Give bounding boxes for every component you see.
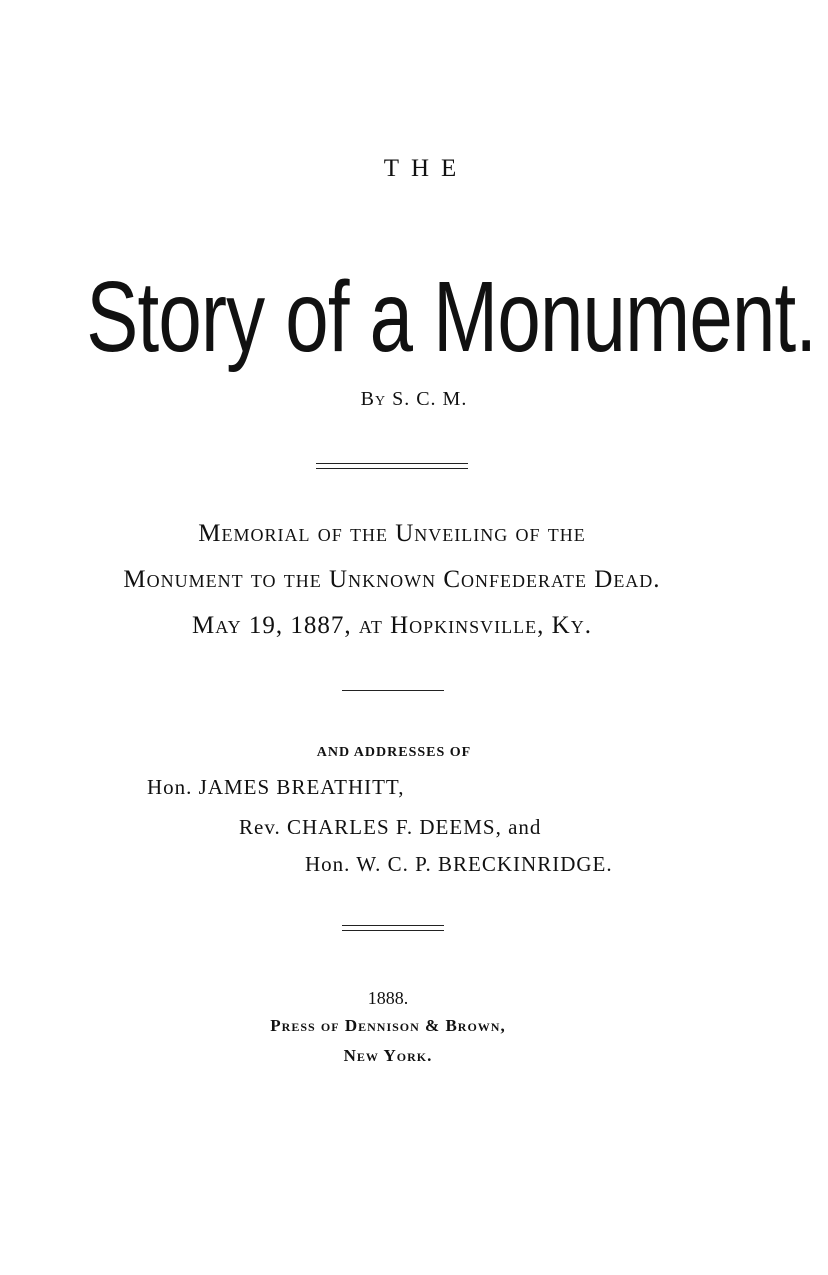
memorial-line-1: Memorial of the Unveiling of the: [198, 520, 586, 547]
speaker-line: Rev. CHARLES F. DEEMS, and: [239, 815, 542, 839]
publisher: Press of Dennison & Brown,: [270, 1016, 506, 1035]
addresses-heading: AND ADDRESSES OF: [316, 745, 472, 760]
byline: By S. C. M.: [360, 388, 468, 410]
memorial-line-3: May 19, 1887, at Hopkinsville, Ky.: [192, 612, 592, 639]
rule-divider-middle: [342, 690, 444, 691]
title-article: THE: [383, 155, 469, 182]
memorial-line-2: Monument to the Unknown Confederate Dead.: [123, 566, 661, 593]
publication-city: New York.: [343, 1046, 433, 1065]
speaker-line: Hon. W. C. P. BRECKINRIDGE.: [305, 852, 613, 876]
publication-year: 1888.: [367, 988, 409, 1008]
double-rule-divider-bottom: [342, 925, 444, 931]
double-rule-divider-top: [316, 463, 468, 469]
book-title: Story of a Monument.: [86, 261, 817, 373]
speaker-line: Hon. JAMES BREATHITT,: [147, 775, 405, 799]
